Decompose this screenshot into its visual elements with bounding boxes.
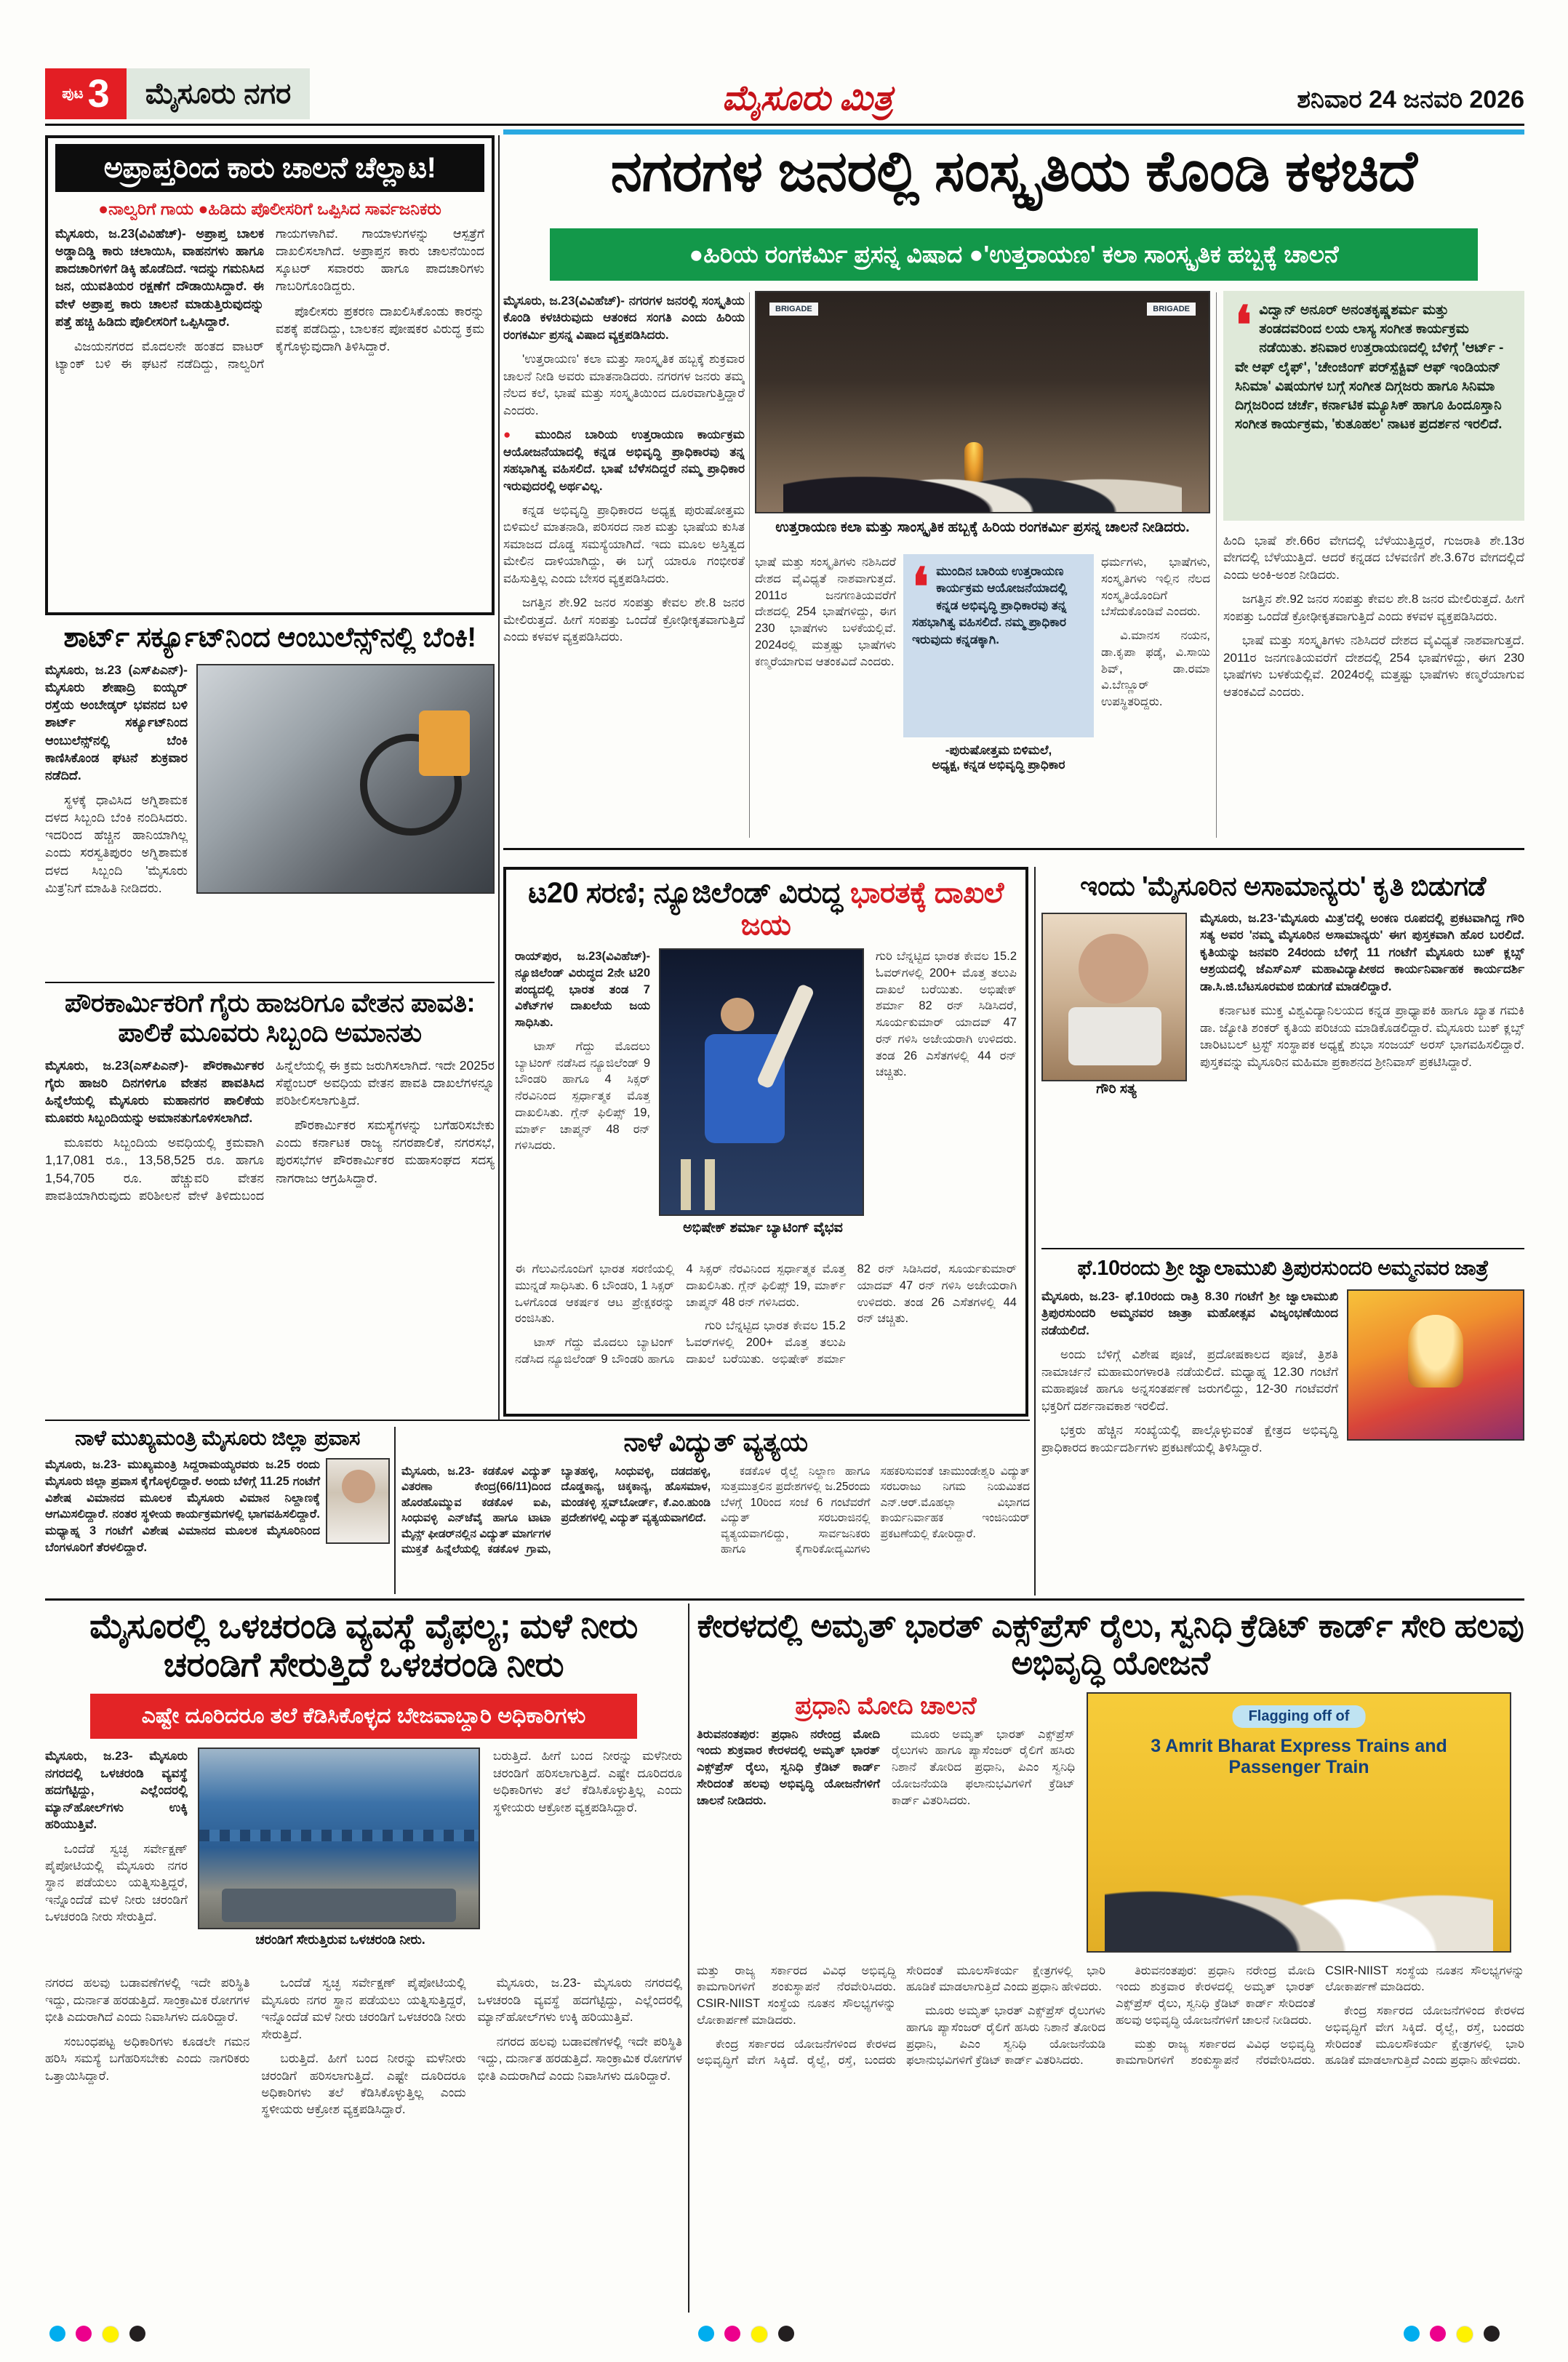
cricket-p2: ಟಾಸ್ ಗೆದ್ದು ಮೊದಲು ಬ್ಯಾಟಿಂಗ್ ನಡೆಸಿದ ನ್ಯೂಜಿಲೆಂಡ್ 9 ಬೌಂಡರಿ ಹಾಗೂ 4 ಸಿಕ್ಸರ್ ನೆರವಿನಿಂದ ಸ್ಪರ್ಧಾತ್ಮಕ ಮೊತ್ತ ದಾಖಲಿಸಿತು. ಗ್ಲೆನ್ ಫಿಲಿಪ್ಸ್ 19, ಮಾರ್ಕ್ ಚಾಪ್ಮನ್ 48 ರನ್ ಗಳಿಸಿದರು.: [515, 1039, 650, 1153]
book-headline: ಇಂದು 'ಮೈಸೂರಿನ ಅಸಾಮಾನ್ಯರು' ಕೃತಿ ಬಿಡುಗಡೆ: [1080, 871, 1486, 901]
cricket-p4: ಈ ಗೆಲುವಿನೊಂದಿಗೆ ಭಾರತ ಸರಣಿಯಲ್ಲಿ ಮುನ್ನಡೆ ಸಾಧಿಸಿತು. 6 ಬೌಂಡರಿ, 1 ಸಿಕ್ಸರ್ ಒಳಗೊಂಡ ಆಕರ್ಷಕ ಆಟ ಪ್ರೇಕ್ಷಕರನ್ನು ರಂಜಿಸಿತು.: [515, 1262, 675, 1326]
red-bullet-icon: ●: [503, 428, 521, 442]
drainage-kicker: ಎಷ್ಟೇ ದೂರಿದರೂ ತಲೆ ಕೆಡಿಸಿಕೊಳ್ಳದ ಬೇಜವಾಬ್ದಾರಿ ಅಧಿಕಾರಿಗಳು: [141, 1704, 586, 1729]
jatra-p3: ಭಕ್ತರು ಹೆಚ್ಚಿನ ಸಂಖ್ಯೆಯಲ್ಲಿ ಪಾಲ್ಗೊಳ್ಳುವಂತೆ ಕ್ಷೇತ್ರದ ಅಭಿವೃದ್ಧಿ ಪ್ರಾಧಿಕಾರದ ಕಾರ್ಯದರ್ಶಿಗಳು ಪ್ರಕಟಣೆಯಲ್ಲಿ ತಿಳಿಸಿದ್ದಾರೆ.: [1041, 1423, 1338, 1454]
drainage-p4: ನಗರದ ಹಲವು ಬಡಾವಣೆಗಳಲ್ಲಿ ಇದೇ ಪರಿಸ್ಥಿತಿ ಇದ್ದು, ದುರ್ನಾತ ಹರಡುತ್ತಿದೆ. ಸಾಂಕ್ರಾಮಿಕ ರೋಗಗಳ ಭೀತಿ ಎದುರಾಗಿದೆ ಎಂದು ನಿವಾಸಿಗಳು ದೂರಿದ್ದಾರೆ.: [45, 1976, 250, 2025]
article-wages: [45, 988, 495, 1415]
cricket-photo-block: [659, 948, 867, 1254]
drain-fence: [199, 1830, 479, 1841]
left-column-divider: [498, 135, 500, 1420]
cricket-photo: [659, 948, 864, 1216]
quote-icon: ❛: [912, 559, 929, 617]
right-column-divider: [1034, 867, 1036, 1596]
cm-photo: [326, 1458, 390, 1544]
page-number-badge: [45, 68, 127, 119]
masthead: [604, 79, 1011, 119]
bottom-band-divider: [688, 1604, 689, 2313]
flag-off-banner-top: Flagging off of: [1233, 1705, 1366, 1728]
power-headline: ನಾಳೆ ವಿದ್ಯುತ್ ವ್ಯತ್ಯಯ: [623, 1427, 808, 1457]
drainage-p2a: ಒಂದೆಡೆ ಸ್ವಚ್ಛ ಸರ್ವೇಕ್ಷಣ್ ಪೈಪೋಟಿಯಲ್ಲಿ ಮೈಸೂರು ನಗರ ಸ್ಥಾನ ಪಡೆಯಲು ಯತ್ನಿಸುತ್ತಿದ್ದರೆ, ಇನ್ನೊಂದೆಡೆ ಮಳೆ ನೀರು ಚರಂಡಿಗೆ ಒಳಚರಂಡಿ ನೀರು ಸೇರುತ್ತಿದೆ.: [45, 1841, 188, 1924]
main-headline: ನಗರಗಳ ಜನರಲ್ಲಿ ಸಂಸ್ಕೃತಿಯ ಕೊಂಡಿ ಕಳಚಿದೆ: [610, 139, 1417, 203]
drainage-p4b: ನಗರದ ಹಲವು ಬಡಾವಣೆಗಳಲ್ಲಿ ಇದೇ ಪರಿಸ್ಥಿತಿ ಇದ್ದು, ದುರ್ನಾತ ಹರಡುತ್ತಿದೆ. ಸಾಂಕ್ರಾಮಿಕ ರೋಗಗಳ ಭೀತಿ ಎದುರಾಗಿದೆ ಎಂದು ನಿವಾಸಿಗಳು ದೂರಿದ್ದಾರೆ.: [477, 2034, 682, 2083]
magenta-dot: [76, 2326, 92, 2342]
black-dot: [129, 2326, 145, 2342]
drainage-col-right: [493, 1748, 682, 1966]
kerala-left-block: [697, 1692, 1075, 1953]
stump-icon-2: [705, 1159, 715, 1210]
attribution-role: ಅಧ್ಯಕ್ಷ, ಕನ್ನಡ ಅಭಿವೃದ್ಧಿ ಪ್ರಾಧಿಕಾರ: [932, 758, 1065, 772]
cricket-p1: ರಾಯ್‌ಪುರ, ಜ.23(ವಿವಿಹೆಚ್)- ನ್ಯೂಜಿಲೆಂಡ್ ವಿರುದ್ಧದ 2ನೇ ಟಿ20 ಪಂದ್ಯದಲ್ಲಿ ಭಾರತ ತಂಡ 7 ವಿಕೆಟ್‌ಗಳ ದಾಖಲೆಯ ಜಯ ಸಾಧಿಸಿತು.: [515, 950, 650, 1030]
book-p2: ಕರ್ನಾಟಕ ಮುಕ್ತ ವಿಶ್ವವಿದ್ಯಾನಿಲಯದ ಕನ್ನಡ ಪ್ರಾಧ್ಯಾಪಕಿ ಹಾಗೂ ಖ್ಯಾತ ಗಮಕಿ ಡಾ. ಜ್ಯೋತಿ ಶಂಕರ್ ಕೃತಿಯ ಪರಿಚಯ ಮಾಡಿಕೊಡಲಿದ್ದಾರೆ. ಮೈಸೂರು ಬುಕ್ ಕ್ಲಬ್ಸ್ ಚಾರಿಟಬಲ್ ಟ್ರಸ್ಟ್ ಸಂಸ್ಥಾಪಕ ಅಧ್ಯಕ್ಷೆ ಶುಭಾ ಸಂಜಯ್ ಅರಸ್ ಭಾಗವಹಿಸಲಿದ್ದಾರೆ. ಪುಸ್ತಕವನ್ನು ಮೈಸೂರಿನ ಮಹಿಮಾ ಪ್ರಕಾಶನದ ಶ್ರೀನಿವಾಸ್ ಪ್ರಕಟಿಸಿದ್ದಾರೆ.: [1200, 1004, 1524, 1069]
wages-p1: ಮೈಸೂರು, ಜ.23(ಎಸ್‌ಪಿಎನ್)- ಪೌರಕಾರ್ಮಿಕರ ಗೈರು ಹಾಜರಿ ದಿನಗಳಿಗೂ ವೇತನ ಪಾವತಿಸಿದ ಹಿನ್ನೆಲೆಯಲ್ಲಿ ಮೈಸೂರು ಮಹಾನಗರ ಪಾಲಿಕೆಯ ಮೂವರು ಸಿಬ್ಬಂದಿಯನ್ನು ಅಮಾನತುಗೊಳಿಸಲಾಗಿದೆ.: [45, 1057, 264, 1126]
wages-p2: ಮೂವರು ಸಿಬ್ಬಂದಿಯ ಅವಧಿಯಲ್ಲಿ ಕ್ರಮವಾಗಿ 1,17,081 ರೂ., 13,58,525 ರೂ. ಹಾಗೂ 1,54,705 ರೂ. ಹೆಚ್ಚುವರಿ ವೇತನ ಪಾವತಿಯಾಗಿರುವುದು ಪರಿಶೀಲನೆ ವೇಳೆ ತಿಳಿದುಬಂದ ಹಿನ್ನೆಲೆಯಲ್ಲಿ ಈ ಕ್ರಮ ಜರುಗಿಸಲಾಗಿದೆ. ಇದೇ 2025ರ ಸೆಪ್ಟೆಂಬರ್ ಅವಧಿಯ ವೇತನ ಪಾವತಿ ದಾಖಲೆಗಳನ್ನೂ ಪರಿಶೀಲಿಸಲಾಗುತ್ತಿದೆ.: [45, 1057, 495, 1203]
cyan-dot: [49, 2326, 65, 2342]
quote-attribution: [903, 743, 1094, 772]
cricket-caption: ಅಭಿಷೇಕ್ ಶರ್ಮಾ ಬ್ಯಾಟಿಂಗ್ ವೈಭವ: [683, 1220, 843, 1236]
cricket-bottom-cols: [515, 1261, 1017, 1420]
magenta-dot: [724, 2326, 740, 2342]
pull-quote-green: [1223, 291, 1524, 521]
ambulance-p2: ಸ್ಥಳಕ್ಕೆ ಧಾವಿಸಿದ ಅಗ್ನಿಶಾಮಕ ದಳದ ಸಿಬ್ಬಂದಿ ಬೆಂಕಿ ನಂದಿಸಿದರು. ಇದರಿಂದ ಹೆಚ್ಚಿನ ಹಾನಿಯಾಗಿಲ್ಲ ಎಂದು ಸರಸ್ವತಿಪುರಂ ಅಗ್ನಿಶಾಮಕ ದಳದ ಸಿಬ್ಬಂದಿ 'ಮೈಸೂರು ಮಿತ್ರ'ನಿಗೆ ಮಾಹಿತಿ ನೀಡಿದರು.: [45, 792, 188, 895]
ambulance-photo: [196, 664, 495, 894]
black-dot: [778, 2326, 794, 2342]
magenta-dot: [1430, 2326, 1446, 2342]
event-photo-banner-right: BRIGADE: [1147, 303, 1196, 316]
drainage-p3: ಬರುತ್ತಿದೆ. ಹೀಗೆ ಬಂದ ನೀರನ್ನು ಮಳೆನೀರು ಚರಂಡಿಗೆ ಹರಿಸಲಾಗುತ್ತಿದೆ. ಎಷ್ಟೇ ದೂರಿದರೂ ಅಧಿಕಾರಿಗಳು ತಲೆ ಕೆಡಿಸಿಕೊಳ್ಳುತ್ತಿಲ್ಲ ಎಂದು ಸ್ಥಳೀಯರು ಆಕ್ರೋಶ ವ್ಯಕ್ತಪಡಿಸಿದ್ದಾರೆ.: [493, 1749, 682, 1814]
kerala-p1b: ತಿರುವನಂತಪುರ: ಪ್ರಧಾನಿ ನರೇಂದ್ರ ಮೋದಿ ಇಂದು ಶುಕ್ರವಾರ ಕೇರಳದಲ್ಲಿ ಅಮೃತ್ ಭಾರತ್ ಎಕ್ಸ್‌ಪ್ರೆಸ್ ರೈಲು, ಸ್ವನಿಧಿ ಕ್ರೆಡಿಟ್ ಕಾರ್ಡ್ ಸೇರಿದಂತೆ ಹಲವು ಅಭಿವೃದ್ಧಿ ಯೋಜನೆಗಳಿಗೆ ಚಾಲನೆ ನೀಡಿದರು.: [1116, 1963, 1315, 2027]
main-right-col: [1223, 532, 1524, 838]
cm-p1: ಮೈಸೂರು, ಜ.23- ಮುಖ್ಯಮಂತ್ರಿ ಸಿದ್ದರಾಮಯ್ಯರವರು ಜ.25 ರಂದು ಮೈಸೂರು ಜಿಲ್ಲಾ ಪ್ರವಾಸ ಕೈಗೊಳ್ಳಲಿದ್ದಾರೆ. ಅಂದು ಬೆಳಿಗ್ಗೆ 11.25 ಗಂಟೆಗೆ ವಿಶೇಷ ವಿಮಾನದ ಮೂಲಕ ಮೈಸೂರು ವಿಮಾನ ನಿಲ್ದಾಣಕ್ಕೆ ಆಗಮಿಸಲಿದ್ದಾರೆ. ನಂತರ ಸ್ಥಳೀಯ ಕಾರ್ಯಕ್ರಮಗಳಲ್ಲಿ ಭಾಗವಹಿಸಲಿದ್ದಾರೆ. ಮಧ್ಯಾಹ್ನ 3 ಗಂಟೆಗೆ ವಿಶೇಷ ವಿಮಾನದ ಮೂಲಕ ಮೈಸೂರಿನಿಂದ ಬೆಂಗಳೂರಿಗೆ ತೆರಳಲಿದ್ದಾರೆ.: [45, 1458, 320, 1554]
registration-marks-left: [49, 2326, 145, 2343]
cm-face: [342, 1470, 375, 1503]
masthead-title: ಮೈಸೂರು ಮಿತ್ರ: [721, 79, 893, 118]
attribution-name: -ಪುರುಷೋತ್ತಮ ಬಿಳಿಮಲೆ,: [945, 743, 1052, 757]
power-p1: ಮೈಸೂರು, ಜ.23- ಕಡಕೊಳ ವಿದ್ಯುತ್ ವಿತರಣಾ ಕೇಂದ್ರ(66/11)ದಿಂದ ಹೊರಹೊಮ್ಮುವ ಕಡಕೊಳ ಐಪಿ, ಸಿಂಧುವಳ್ಳಿ ಎನ್‌ಜೆವೈ ಹಾಗೂ ಟಾಟಾ ಮೈನ್ಸ್ ಫೀಡರ್‌ನಲ್ಲಿನ ವಿದ್ಯುತ್ ಮಾರ್ಗಗಳ ಮುಕ್ತತೆ ಹಿನ್ನೆಲೆಯಲ್ಲಿ ಕಡಕೊಳ ಗ್ರಾಮ, ಬ್ಯಾತಹಳ್ಳಿ, ಸಿಂಧುವಳ್ಳಿ, ದಡದಹಳ್ಳಿ, ದೊಡ್ಡಕಾನ್ಯ, ಚಿಕ್ಕಕಾನ್ಯ, ಹೊಸಮಾಳ, ಮಂಡಕಳ್ಳಿ ಸ್ಲವ್‌ಬೋರ್ಡ್, ಕೆ.ಎಂ.ಹುಂಡಿ ಪ್ರದೇಶಗಳಲ್ಲಿ ವಿದ್ಯುತ್ ವ್ಯತ್ಯಯವಾಗಲಿದೆ.: [401, 1465, 711, 1556]
main-kicker-bar: [550, 228, 1478, 281]
main-kicker: ●ಹಿರಿಯ ರಂಗಕರ್ಮಿ ಪ್ರಸನ್ನ ವಿಷಾದ ●'ಉತ್ತರಾಯಣ' ಕಲಾ ಸಾಂಸ್ಕೃತಿಕ ಹಬ್ಬಕ್ಕೆ ಚಾಲನೆ: [689, 240, 1339, 268]
cyan-top-rule: [503, 129, 1524, 135]
black-dot: [1484, 2326, 1500, 2342]
kerala-bottom-cols: [697, 1963, 1524, 2305]
main-p8: ಧರ್ಮಗಳು, ಭಾಷೆಗಳು, ಸಂಸ್ಕೃತಿಗಳು ಇಲ್ಲಿನ ನೆಲದ ಸಂಸ್ಕೃತಿಯೊಂದಿಗೆ ಬೆಸೆದುಕೊಂಡಿವೆ ಎಂದರು.: [1101, 556, 1210, 619]
batsman-face: [721, 998, 754, 1031]
stump-icon: [681, 1159, 691, 1210]
author-photo-label: ಗೌರಿ ಸತ್ಯ: [1096, 1081, 1137, 1097]
kerala-p4b: ಕೇಂದ್ರ ಸರ್ಕಾರದ ಯೋಜನೆಗಳಿಂದ ಕೇರಳದ ಅಭಿವೃದ್ಧಿಗೆ ವೇಗ ಸಿಕ್ಕಿದೆ. ರೈಲ್ವೆ, ರಸ್ತೆ, ಬಂದರು ಸೇರಿದಂತೆ ಮೂಲಸೌಕರ್ಯ ಕ್ಷೇತ್ರಗಳಲ್ಲಿ ಭಾರಿ ಹೂಡಿಕೆ ಮಾಡಲಾಗುತ್ತಿದೆ ಎಂದು ಪ್ರಧಾನಿ ಹೇಳಿದರು.: [1325, 2004, 1524, 2067]
article-power: [401, 1427, 1030, 1596]
main-p3-bullet: ಮುಂದಿನ ಬಾರಿಯ ಉತ್ತರಾಯಣ ಕಾರ್ಯಕ್ರಮ ಆಯೋಜನೆಯಾದಲ್ಲಿ ಕನ್ನಡ ಅಭಿವೃದ್ಧಿ ಪ್ರಾಧಿಕಾರವು ತನ್ನ ಸಹಭಾಗಿತ್ವ ವಹಿಸಲಿದೆ. ಭಾಷೆ ಬೆಳೆಸದಿದ್ದರೆ ನಮ್ಮ ಪ್ರಾಧಿಕಾರ ಇರುವುದರಲ್ಲಿ ಅರ್ಥವಿಲ್ಲ.: [503, 428, 745, 493]
fireman-helmet-icon: [419, 710, 470, 776]
kerala-headline: ಕೇರಳದಲ್ಲಿ ಅಮೃತ್ ಭಾರತ್ ಎಕ್ಸ್‌ಪ್ರೆಸ್ ರೈಲು, ಸ್ವನಿಧಿ ಕ್ರೆಡಿಟ್ ಕಾರ್ಡ್ ಸೇರಿ ಹಲವು ಅಭಿವೃದ್ಧಿ ಯೋಜನೆ: [697, 1607, 1524, 1682]
cricket-p3: ಗುರಿ ಬೆನ್ನಟ್ಟಿದ ಭಾರತ ಕೇವಲ 15.2 ಓವರ್‌ಗಳಲ್ಲಿ 200+ ಮೊತ್ತ ತಲುಪಿ ದಾಖಲೆ ಬರೆಯಿತು. ಅಭಿಷೇಕ್ ಶರ್ಮಾ 82 ರನ್ ಸಿಡಿಸಿದರೆ, ಸೂರ್ಯಕುಮಾರ್ ಯಾದವ್ 47 ರನ್ ಗಳಿಸಿ ಅಜೇಯರಾಗಿ ಉಳಿದರು. ತಂಡ 26 ಎಸೆತಗಳಲ್ಲಿ 44 ರನ್ ಚಚ್ಚಿತು.: [876, 950, 1017, 1079]
main-col1: [503, 292, 745, 839]
kerala-p4: ಕೇಂದ್ರ ಸರ್ಕಾರದ ಯೋಜನೆಗಳಿಂದ ಕೇರಳದ ಅಭಿವೃದ್ಧಿಗೆ ವೇಗ ಸಿಕ್ಕಿದೆ. ರೈಲ್ವೆ, ರಸ್ತೆ, ಬಂದರು ಸೇರಿದಂತೆ ಮೂಲಸೌಕರ್ಯ ಕ್ಷೇತ್ರಗಳಲ್ಲಿ ಭಾರಿ ಹೂಡಿಕೆ ಮಾಡಲಾಗುತ್ತಿದೆ ಎಂದು ಪ್ರಧಾನಿ ಹೇಳಿದರು.: [697, 1963, 1105, 2067]
article-book: [1041, 867, 1524, 1245]
drain-photo: [198, 1748, 480, 1929]
rule-above-cm-band: [45, 1420, 1030, 1421]
main-bottom-rule: [503, 848, 1524, 850]
section-title: ಮೈಸೂರು ನಗರ: [145, 77, 292, 110]
wages-headline: ಪೌರಕಾರ್ಮಿಕರಿಗೆ ಗೈರು ಹಾಜರಿಗೂ ವೇತನ ಪಾವತಿ: ಪಾಲಿಕೆ ಮೂವರು ಸಿಬ್ಬಂದಿ ಅಮಾನತು: [64, 988, 476, 1048]
yellow-dot: [1456, 2326, 1473, 2343]
rule-under-ambulance: [45, 982, 495, 983]
main-p7b: ಭಾಷೆ ಮತ್ತು ಸಂಸ್ಕೃತಿಗಳು ನಶಿಸಿದರೆ ದೇಶದ ವೈವಿಧ್ಯತೆ ನಾಶವಾಗುತ್ತದೆ. 2011ರ ಜನಗಣತಿಯವರೆಗೆ ದೇಶದಲ್ಲಿ 254 ಭಾಷೆಗಳಿದ್ದು, ಈಗ 230 ಭಾಷೆಗಳು ಬಳಕೆಯಲ್ಲಿವೆ. 2024ರಲ್ಲಿ ಮತ್ತಷ್ಟು ಭಾಷೆಗಳು ಕಣ್ಮರೆಯಾಗುವ ಆತಂಕವಿದೆ ಎಂದರು.: [1223, 633, 1524, 699]
main-subcol-a: [755, 554, 896, 838]
drainage-p1: ಮೈಸೂರು, ಜ.23- ಮೈಸೂರು ನಗರದಲ್ಲಿ ಒಳಚರಂಡಿ ವ್ಯವಸ್ಥೆ ಹದಗೆಟ್ಟಿದ್ದು, ಎಲ್ಲೆಂದರಲ್ಲಿ ಮ್ಯಾನ್‌ಹೋಲ್‌ಗಳು ಉಕ್ಕಿ ಹರಿಯುತ್ತಿವೆ.: [45, 1749, 188, 1832]
main-subcol-b: [1101, 554, 1210, 838]
event-photo: [755, 291, 1210, 513]
article-ambulance: [45, 622, 495, 980]
article-jatra: [1041, 1254, 1524, 1596]
jatra-headline: ಫೆ.10ರಂದು ಶ್ರೀ ಜ್ವಾಲಾಮುಖಿ ತ್ರ‍ಿಪುರಸುಂದರಿ ಅಮ್ಮನವರ ಜಾತ್ರೆ: [1077, 1257, 1489, 1280]
drain-channel: [222, 1889, 457, 1922]
book-p1: ಮೈಸೂರು, ಜ.23-'ಮೈಸೂರು ಮಿತ್ರ'ದಲ್ಲಿ ಅಂಕಣ ರೂಪದಲ್ಲಿ ಪ್ರಕಟವಾಗಿದ್ದ ಗೌರಿ ಸತ್ಯ ಅವರ 'ನಮ್ಮ ಮೈಸೂರಿನ ಅಸಾಮಾನ್ಯರು' ಈಗ ಪುಸ್ತಕವಾಗಿ ಹೊರ ಬರಲಿದೆ. ಕೃತಿಯನ್ನು ಜನವರಿ 24ರಂದು ಬೆಳಿಗ್ಗೆ 11 ಗಂಟೆಗೆ ಮೈಸೂರು ಬುಕ್ ಕ್ಲಬ್ಸ್ ಆಶ್ರಯದಲ್ಲಿ ಜೆಎಸ್‌ಎಸ್ ಮಹಾವಿದ್ಯಾಪೀಠದ ಕಾರ್ಯನಿರ್ವಾಹಕ ಕಾರ್ಯದರ್ಶಿ ಡಾ.ಸಿ.ಜಿ.ಬೆಟಸೂರಮಠ ಬಿಡುಗಡೆ ಮಾಡಲಿದ್ದಾರೆ.: [1200, 911, 1524, 993]
drainage-kicker-bar: [90, 1694, 637, 1739]
cyan-dot: [698, 2326, 714, 2342]
drainage-col-left: [45, 1748, 188, 1966]
cricket-p2b: ಟಾಸ್ ಗೆದ್ದು ಮೊದಲು ಬ್ಯಾಟಿಂಗ್ ನಡೆಸಿದ ನ್ಯೂಜಿಲೆಂಡ್ 9 ಬೌಂಡರಿ ಹಾಗೂ 4 ಸಿಕ್ಸರ್ ನೆರವಿನಿಂದ ಸ್ಪರ್ಧಾತ್ಮಕ ಮೊತ್ತ ದಾಖಲಿಸಿತು. ಗ್ಲೆನ್ ಫಿಲಿಪ್ಸ್ 19, ಮಾರ್ಕ್ ಚಾಪ್ಮನ್ 48 ರನ್ ಗಳಿಸಿದರು.: [515, 1262, 846, 1366]
cm-headline: ನಾಳೆ ಮುಖ್ಯಮಂತ್ರಿ ಮೈಸೂರು ಜಿಲ್ಲಾ ಪ್ರವಾಸ: [75, 1427, 360, 1450]
cricket-col-right: [876, 948, 1017, 1254]
green-quote-text: ವಿದ್ವಾನ್ ಅನೂರ್ ಅನಂತಕೃಷ್ಣಶರ್ಮ ಮತ್ತು ತಂಡದವರಿಂದ ಲಯ ಲಾಸ್ಯ ಸಂಗೀತ ಕಾರ್ಯಕ್ರಮ ನಡೆಯಿತು. ಶನಿವಾರ ಉತ್ತರಾಯಣದಲ್ಲಿ ಬೆಳಿಗ್ಗೆ 'ಆರ್ಟ್ - ವೇ ಆಫ್ ಲೈಫ್', 'ಚೇಂಜಿಂಗ್ ಪರ್‌ಸ್ಪೆಕ್ಟಿವ್ ಆಫ್ ಇಂಡಿಯನ್ ಸಿನಿಮಾ' ವಿಷಯಗಳ ಬಗ್ಗೆ ಸಂಗೀತ ದಿಗ್ಗಜರು ಹಾಗೂ ಸಿನಿಮಾ ದಿಗ್ಗಜರಿಂದ ಚರ್ಚೆ, ಕರ್ನಾಟಿಕ ಮ್ಯೂಸಿಕ್ ಹಾಗೂ ಹಿಂದೂಸ್ತಾನಿ ಸಂಗೀತ ಕಾರ್ಯಕ್ರಮ, 'ಕುತೂಹಲ' ನಾಟಕ ಪ್ರದರ್ಶನ ಇರಲಿದೆ.: [1235, 303, 1504, 433]
drainage-p1b: ಮೈಸೂರು, ಜ.23- ಮೈಸೂರು ನಗರದಲ್ಲಿ ಒಳಚರಂಡಿ ವ್ಯವಸ್ಥೆ ಹದಗೆಟ್ಟಿದ್ದು, ಎಲ್ಲೆಂದರಲ್ಲಿ ಮ್ಯಾನ್‌ಹೋಲ್‌ಗಳು ಉಕ್ಕಿ ಹರಿಯುತ್ತಿವೆ.: [477, 1976, 682, 2025]
deity-idol: [1408, 1315, 1463, 1388]
deity-photo: [1347, 1289, 1524, 1441]
article-cricket: [503, 867, 1028, 1417]
drainage-headline: ಮೈಸೂರಲ್ಲಿ ಒಳಚರಂಡಿ ವ್ಯವಸ್ಥೆ ವೈಫಲ್ಯ; ಮಳೆ ನೀರು ಚರಂಡಿಗೆ ಸೇರುತ್ತಿದೆ ಒಳಚರಂಡಿ ನೀರು: [89, 1607, 638, 1684]
drainage-p5: ಸಂಬಂಧಪಟ್ಟ ಅಧಿಕಾರಿಗಳು ಕೂಡಲೇ ಗಮನ ಹರಿಸಿ ಸಮಸ್ಯೆ ಬಗೆಹರಿಸಬೇಕು ಎಂದು ನಾಗರಿಕರು ಒತ್ತಾಯಿಸಿದ್ದಾರೆ.: [45, 2034, 250, 2083]
car-p3: ಪೊಲೀಸರು ಪ್ರಕರಣ ದಾಖಲಿಸಿಕೊಂಡು ಕಾರನ್ನು ವಶಕ್ಕೆ ಪಡೆದಿದ್ದು, ಬಾಲಕನ ಪೋಷಕರ ವಿರುದ್ಧ ಕ್ರಮ ಕೈಗೊಳ್ಳುವುದಾಗಿ ತಿಳಿಸಿದ್ದಾರೆ.: [276, 303, 484, 353]
flag-off-photo: [1087, 1692, 1511, 1953]
section-badge: [127, 68, 310, 119]
article-kerala: [697, 1607, 1524, 2313]
kerala-p3: ಮತ್ತು ರಾಜ್ಯ ಸರ್ಕಾರದ ವಿವಿಧ ಅಭಿವೃದ್ಧಿ ಕಾಮಗಾರಿಗಳಿಗೆ ಶಂಕುಸ್ಥಾಪನೆ ನೆರವೇರಿಸಿದರು. CSIR-NIIST ಸಂಸ್ಥೆಯ ನೂತನ ಸೌಲಭ್ಯಗಳನ್ನು ಲೋಕಾರ್ಪಣೆ ಮಾಡಿದರು.: [697, 1963, 896, 2027]
cricket-headline-red: ಭಾರತಕ್ಕೆ ದಾಖಲೆ ಜಯ: [740, 877, 1004, 941]
author-shirt: [1068, 1007, 1161, 1065]
main-col-divider-2: [1216, 292, 1217, 838]
car-kicker: ●ನಾಲ್ವರಿಗೆ ಗಾಯ ●ಹಿಡಿದು ಪೊಲೀಸರಿಗೆ ಒಪ್ಪಿಸಿದ ಸಾರ್ವಜನಿಕರು: [98, 199, 441, 218]
car-p1: ಮೈಸೂರು, ಜ.23(ವಿವಿಹೆಚ್)- ಅಪ್ರಾಪ್ತ ಬಾಲಕ ಅಡ್ಡಾದಿಡ್ಡಿ ಕಾರು ಚಲಾಯಿಸಿ, ವಾಹನಗಳು ಹಾಗೂ ಪಾದಚಾರಿಗಳಿಗೆ ಡಿಕ್ಕಿ ಹೊಡೆದಿದೆ. ಇದನ್ನು ಗಮನಿಸಿದ ಜನ, ಯುವತಿಯರ ರಕ್ಷಣೆಗೆ ದೌಡಾಯಿಸಿದ್ದಾರೆ. ಈ ವೇಳೆ ಅಪ್ರಾಪ್ತ ಕಾರು ಚಾಲನೆ ಮಾಡುತ್ತಿರುವುದನ್ನು ಪತ್ತೆ ಹಚ್ಚಿ ಹಿಡಿದು ಪೊಲೀಸರಿಗೆ ಒಪ್ಪಿಸಿದ್ದಾರೆ.: [55, 226, 264, 329]
quote-icon-green: ❛: [1235, 297, 1252, 355]
header-rule: [45, 124, 1524, 126]
main-p4: ಕನ್ನಡ ಅಭಿವೃದ್ಧಿ ಪ್ರಾಧಿಕಾರದ ಅಧ್ಯಕ್ಷ ಪುರುಷೋತ್ತಮ ಬಿಳಿಮಲೆ ಮಾತನಾಡಿ, ಪರಿಸರದ ನಾಶ ಮತ್ತು ಭಾಷೆಯ ಕುಸಿತ ಸಮಾಜದ ದೊಡ್ಡ ಸಮಸ್ಯೆಯಾಗಿದೆ. ಇದು ಮೂಲ ಅಸ್ತಿತ್ವದ ಮೇಲಿನ ದಾಳಿಯಾಗಿದ್ದು, ಈ ಬಗ್ಗೆ ಯಾರೂ ಗಂಭೀರತೆ ವಹಿಸುತ್ತಿಲ್ಲ ಎಂದು ಬೇಸರ ವ್ಯಕ್ತಪಡಿಸಿದರು.: [503, 503, 745, 585]
drainage-bottom-cols: [45, 1974, 682, 2313]
date-block: [1193, 86, 1524, 114]
jatra-p1: ಮೈಸೂರು, ಜ.23- ಫೆ.10ರಂದು ರಾತ್ರಿ 8.30 ಗಂಟೆಗೆ ಶ್ರೀ ಜ್ವಾಲಾಮುಖಿ ತ್ರಿಪುರಸುಂದರಿ ಅಮ್ಮನವರ ಜಾತ್ರಾ ಮಹೋತ್ಸವ ವಿಜೃಂಭಣೆಯಿಂದ ನಡೆಯಲಿದೆ.: [1041, 1289, 1338, 1337]
main-p9: ವಿ.ಮಾನಸ ನಯನ, ಡಾ.ಕೃಪಾ ಫಡ್ಕೆ, ವಿ.ಸಾಯಿ ಶಿವ್, ಡಾ.ರಮಾ ವಿ.ಬೆಣ್ಣೂರ್ ಉಪಸ್ಥಿತರಿದ್ದರು.: [1101, 629, 1210, 709]
modi-dignitaries-silhouettes: [1105, 1813, 1493, 1951]
cm-power-divider: [394, 1427, 396, 1594]
drain-photo-caption: ಚರಂಡಿಗೆ ಸೇರುತ್ತಿರುವ ಒಳಚರಂಡಿ ನೀರು.: [255, 1932, 425, 1947]
main-p5: ಜಗತ್ತಿನ ಶೇ.92 ಜನರ ಸಂಪತ್ತು ಕೇವಲ ಶೇ.8 ಜನರ ಮೇಲಿರುತ್ತದೆ. ಹೀಗೆ ಸಂಪತ್ತು ಒಂದೆಡೆ ಕ್ರೋಢೀಕೃತವಾಗುತ್ತಿದೆ ಎಂದು ಕಳವಳ ವ್ಯಕ್ತಪಡಿಸಿದರು.: [503, 596, 745, 644]
power-p2: ಕಡಕೊಳ ರೈಲ್ವೆ ನಿಲ್ದಾಣ ಹಾಗೂ ಸುತ್ತಮುತ್ತಲಿನ ಪ್ರದೇಶಗಳಲ್ಲಿ ಜ.25ರಂದು ಬೆಳಗ್ಗೆ 10ರಿಂದ ಸಂಜೆ 6 ಗಂಟೆವರೆಗೆ ವಿದ್ಯುತ್ ಸರಬರಾಜಿನಲ್ಲಿ ವ್ಯತ್ಯಯವಾಗಲಿದ್ದು, ಸಾರ್ವಜನಿಕರು ಹಾಗೂ ಕೈಗಾರಿಕೋದ್ಯಮಿಗಳು ಸಹಕರಿಸುವಂತೆ ಚಾಮುಂಡೇಶ್ವರಿ ವಿದ್ಯುತ್ ಸರಬರಾಜು ನಿಗಮ ನಿಯಮಿತದ ಎನ್.ಆರ್.ಮೊಹಲ್ಲಾ ವಿಭಾಗದ ಕಾರ್ಯನಿರ್ವಾಹಕ ಇಂಜಿನಿಯರ್ ಪ್ರಕಟಣೆಯಲ್ಲಿ ಕೋರಿದ್ದಾರೆ.: [721, 1465, 1030, 1556]
main-p5b: ಜಗತ್ತಿನ ಶೇ.92 ಜನರ ಸಂಪತ್ತು ಕೇವಲ ಶೇ.8 ಜನರ ಮೇಲಿರುತ್ತದೆ. ಹೀಗೆ ಸಂಪತ್ತು ಒಂದೆಡೆ ಕ್ರೋಢೀಕೃತವಾಗುತ್ತಿದೆ ಎಂದು ಕಳವಳ ವ್ಯಕ್ತಪಡಿಸಿದರು.: [1223, 592, 1524, 623]
main-p7: ಭಾಷೆ ಮತ್ತು ಸಂಸ್ಕೃತಿಗಳು ನಶಿಸಿದರೆ ದೇಶದ ವೈವಿಧ್ಯತೆ ನಾಶವಾಗುತ್ತದೆ. 2011ರ ಜನಗಣತಿಯವರೆಗೆ ದೇಶದಲ್ಲಿ 254 ಭಾಷೆಗಳಿದ್ದು, ಈಗ 230 ಭಾಷೆಗಳು ಬಳಕೆಯಲ್ಲಿವೆ. 2024ರಲ್ಲಿ ಮತ್ತಷ್ಟು ಭಾಷೆಗಳು ಕಣ್ಮರೆಯಾಗುವ ಆತಂಕವಿದೆ ಎಂದರು.: [755, 556, 896, 668]
author-face: [1079, 934, 1148, 1004]
drainage-p3b: ಬರುತ್ತಿದೆ. ಹೀಗೆ ಬಂದ ನೀರನ್ನು ಮಳೆನೀರು ಚರಂಡಿಗೆ ಹರಿಸಲಾಗುತ್ತಿದೆ. ಎಷ್ಟೇ ದೂರಿದರೂ ಅಧಿಕಾರಿಗಳು ತಲೆ ಕೆಡಿಸಿಕೊಳ್ಳುತ್ತಿಲ್ಲ ಎಂದು ಸ್ಥಳೀಯರು ಆಕ್ರೋಶ ವ್ಯಕ್ತಪಡಿಸಿದ್ದಾರೆ.: [261, 2051, 466, 2117]
book-photo-block: [1041, 913, 1191, 1097]
car-p2: ವಿಜಯನಗರದ ಮೊದಲನೇ ಹಂತದ ವಾಟರ್ ಟ್ಯಾಂಕ್ ಬಳಿ ಈ ಘಟನೆ ನಡೆದಿದ್ದು, ನಾಲ್ವರಿಗೆ ಗಾಯಗಳಾಗಿವೆ. ಗಾಯಾಳುಗಳನ್ನು ಆಸ್ಪತ್ರೆಗೆ ದಾಖಲಿಸಲಾಗಿದೆ. ಅಪ್ರಾಪ್ತನ ಕಾರು ಚಾಲನೆಯಿಂದ ಸ್ಕೂಟರ್ ಸವಾರರು ಹಾಗೂ ಪಾದಚಾರಿಗಳು ಗಾಬರಿಗೊಂಡಿದ್ದರು.: [55, 226, 484, 371]
main-col-divider-1: [749, 292, 750, 838]
ambulance-headline: ಶಾರ್ಟ್ ಸರ್ಕ್ಯೂಟ್‌ನಿಂದ ಆಂಬುಲೆನ್ಸ್‌ನಲ್ಲಿ ಬೆಂಕಿ!: [63, 622, 476, 653]
kerala-p3b: ಮತ್ತು ರಾಜ್ಯ ಸರ್ಕಾರದ ವಿವಿಧ ಅಭಿವೃದ್ಧಿ ಕಾಮಗಾರಿಗಳಿಗೆ ಶಂಕುಸ್ಥಾಪನೆ ನೆರವೇರಿಸಿದರು. CSIR-NIIST ಸಂಸ್ಥೆಯ ನೂತನ ಸೌಲಭ್ಯಗಳನ್ನು ಲೋಕಾರ್ಪಣೆ ಮಾಡಿದರು.: [1116, 1963, 1524, 2067]
cricket-p3b: ಗುರಿ ಬೆನ್ನಟ್ಟಿದ ಭಾರತ ಕೇವಲ 15.2 ಓವರ್‌ಗಳಲ್ಲಿ 200+ ಮೊತ್ತ ತಲುಪಿ ದಾಖಲೆ ಬರೆಯಿತು. ಅಭಿಷೇಕ್ ಶರ್ಮಾ 82 ರನ್ ಸಿಡಿಸಿದರೆ, ಸೂರ್ಯಕುಮಾರ್ ಯಾದವ್ 47 ರನ್ ಗಳಿಸಿ ಅಜೇಯರಾಗಿ ಉಳಿದರು. ತಂಡ 26 ಎಸೆತಗಳಲ್ಲಿ 44 ರನ್ ಚಚ್ಚಿತು.: [686, 1262, 1017, 1366]
rule-under-book: [1041, 1248, 1524, 1249]
kerala-p2: ಮೂರು ಅಮೃತ್ ಭಾರತ್ ಎಕ್ಸ್‌ಪ್ರೆಸ್ ರೈಲುಗಳು ಹಾಗೂ ಪ್ಯಾಸೆಂಜರ್ ರೈಲಿಗೆ ಹಸಿರು ನಿಶಾನೆ ತೋರಿದ ಪ್ರಧಾನಿ, ಪಿಎಂ ಸ್ವನಿಧಿ ಯೋಜನೆಯಡಿ ಫಲಾನುಭವಿಗಳಿಗೆ ಕ್ರೆಡಿಟ್ ಕಾರ್ಡ್ ವಿತರಿಸಿದರು.: [892, 1727, 1075, 1807]
article-car: [45, 135, 495, 615]
kerala-p2b: ಮೂರು ಅಮೃತ್ ಭಾರತ್ ಎಕ್ಸ್‌ಪ್ರೆಸ್ ರೈಲುಗಳು ಹಾಗೂ ಪ್ಯಾಸೆಂಜರ್ ರೈಲಿಗೆ ಹಸಿರು ನಿಶಾನೆ ತೋರಿದ ಪ್ರಧಾನಿ, ಪಿಎಂ ಸ್ವನಿಧಿ ಯೋಜನೆಯಡಿ ಫಲಾನುಭವಿಗಳಿಗೆ ಕ್ರೆಡಿಟ್ ಕಾರ್ಡ್ ವಿತರಿಸಿದರು.: [906, 2004, 1105, 2067]
main-p1: ಮೈಸೂರು, ಜ.23(ವಿವಿಹೆಚ್)- ನಗರಗಳ ಜನರಲ್ಲಿ ಸಂಸ್ಕೃತಿಯ ಕೊಂಡಿ ಕಳಚಿರುವುದು ಆತಂಕದ ಸಂಗತಿ ಎಂದು ಹಿರಿಯ ರಂಗಕರ್ಮಿ ಪ್ರಸನ್ನ ವಿಷಾದ ವ್ಯಕ್ತಪಡಿಸಿದರು.: [503, 294, 745, 342]
jatra-p2: ಅಂದು ಬೆಳಿಗ್ಗೆ ವಿಶೇಷ ಪೂಜೆ, ಪ್ರದೋಷಕಾಲದ ಪೂಜೆ, ತ್ರಿಶತಿ ನಾಮಾರ್ಚನೆ ಮಹಾಮಂಗಳಾರತಿ ನಡೆಯಲಿದೆ. ಮಧ್ಯಾಹ್ನ 12.30 ಗಂಟೆಗೆ ಮಹಾಪೂಜೆ ಹಾಗೂ ಅನ್ನಸಂತರ್ಪಣೆ ಜರುಗಲಿದ್ದು, 12-30 ಗಂಟೆವರೆಗೆ ಭಕ್ತರಿಗೆ ದರ್ಶನಾವಕಾಶ ಇರಲಿದೆ.: [1041, 1348, 1338, 1413]
event-photo-caption: ಉತ್ತರಾಯಣ ಕಲಾ ಮತ್ತು ಸಾಂಸ್ಕೃತಿಕ ಹಬ್ಬಕ್ಕೆ ಹಿರಿಯ ರಂಗಕರ್ಮಿ ಪ್ರಸನ್ನ ಚಾಲನೆ ನೀಡಿದರು.: [775, 519, 1190, 535]
edition-date: ಶನಿವಾರ 24 ಜನವರಿ 2026: [1297, 86, 1524, 113]
yellow-dot: [751, 2326, 768, 2343]
flag-off-banner-main: 3 Amrit Bharat Express Trains and Passenger Train: [1151, 1735, 1447, 1777]
article-cm-tour: [45, 1427, 390, 1596]
registration-marks-center: [698, 2326, 794, 2343]
yellow-dot: [102, 2326, 119, 2343]
registration-marks-right: [1404, 2326, 1500, 2343]
article-drainage: [45, 1607, 682, 2313]
blue-quote-text: ಮುಂದಿನ ಬಾರಿಯ ಉತ್ತರಾಯಣ ಕಾರ್ಯಕ್ರಮ ಆಯೋಜನೆಯಾದಲ್ಲಿ ಕನ್ನಡ ಅಭಿವೃದ್ಧಿ ಪ್ರಾಧಿಕಾರವು ತನ್ನ ಸಹಭಾಗಿತ್ವ ವಹಿಸಲಿದೆ. ನಮ್ಮ ಪ್ರಾಧಿಕಾರ ಇರುವುದು ಕನ್ನಡಕ್ಕಾಗಿ.: [912, 564, 1068, 646]
pull-quote-blue: [903, 554, 1094, 737]
cricket-headline-black: ಟ20 ಸರಣಿ; ನ್ಯೂಜಿಲೆಂಡ್ ವಿರುದ್ಧ: [528, 877, 850, 909]
car-headline: ಅಪ್ರಾಪ್ತರಿಂದ ಕಾರು ಚಾಲನೆ ಚೆಲ್ಲಾಟ!: [103, 151, 436, 184]
main-p6: ಹಿಂದಿ ಭಾಷೆ ಶೇ.66ರ ವೇಗದಲ್ಲಿ ಬೆಳೆಯುತ್ತಿದ್ದರೆ, ಗುಜರಾತಿ ಶೇ.13ರ ವೇಗದಲ್ಲಿ ಬೆಳೆಯುತ್ತಿದೆ. ಆದರೆ ಕನ್ನಡದ ಬೆಳವಣಿಗೆ ಶೇ.3.67ರ ವೇಗದಲ್ಲಿದೆ ಎಂದು ಅಂಕಿ-ಅಂಶ ನೀಡಿದರು.: [1223, 534, 1524, 582]
page-number: 3: [87, 72, 110, 116]
event-photo-banner-left: BRIGADE: [769, 303, 818, 316]
page-number-label: ಪುಟ: [62, 85, 84, 102]
wages-p3: ಪೌರಕಾರ್ಮಿಕರ ಸಮಸ್ಯೆಗಳನ್ನು ಬಗೆಹರಿಸಬೇಕು ಎಂದು ಕರ್ನಾಟಕ ರಾಜ್ಯ ನಗರಪಾಲಿಕೆ, ನಗರಸಭೆ, ಪುರಸಭೆಗಳ ಪೌರಕಾರ್ಮಿಕರ ಮಹಾಸಂಘದ ಸದಸ್ಯ ನಾಗರಾಜು ಆಗ್ರಹಿಸಿದ್ದಾರೆ.: [276, 1118, 495, 1185]
cricket-col-left: [515, 948, 650, 1254]
dignitaries-silhouettes: [783, 425, 1181, 512]
drainage-photo-block: [198, 1748, 483, 1966]
kerala-kicker: ಪ್ರಧಾನಿ ಮೋದಿ ಚಾಲನೆ: [795, 1692, 977, 1720]
kerala-p1: ತಿರುವನಂತಪುರ: ಪ್ರಧಾನಿ ನರೇಂದ್ರ ಮೋದಿ ಇಂದು ಶುಕ್ರವಾರ ಕೇರಳದಲ್ಲಿ ಅಮೃತ್ ಭಾರತ್ ಎಕ್ಸ್‌ಪ್ರೆಸ್ ರೈಲು, ಸ್ವನಿಧಿ ಕ್ರೆಡಿಟ್ ಕಾರ್ಡ್ ಸೇರಿದಂತೆ ಹಲವು ಅಭಿವೃದ್ಧಿ ಯೋಜನೆಗಳಿಗೆ ಚಾಲನೆ ನೀಡಿದರು.: [697, 1727, 880, 1807]
main-p2: 'ಉತ್ತರಾಯಣ' ಕಲಾ ಮತ್ತು ಸಾಂಸ್ಕೃತಿಕ ಹಬ್ಬಕ್ಕೆ ಶುಕ್ರವಾರ ಚಾಲನೆ ನೀಡಿ ಅವರು ಮಾತನಾಡಿದರು. ನಗರಗಳ ಜನರು ತಮ್ಮ ನೆಲದ ಕಲೆ, ಭಾಷೆ ಮತ್ತು ಸಂಸ್ಕೃತಿಯಿಂದ ದೂರವಾಗುತ್ತಿದ್ದಾರೆ ಎಂದರು.: [503, 352, 745, 417]
cyan-dot: [1404, 2326, 1420, 2342]
author-photo: [1041, 913, 1187, 1081]
bottom-band-rule: [45, 1598, 1524, 1601]
drainage-p2b: ಒಂದೆಡೆ ಸ್ವಚ್ಛ ಸರ್ವೇಕ್ಷಣ್ ಪೈಪೋಟಿಯಲ್ಲಿ ಮೈಸೂರು ನಗರ ಸ್ಥಾನ ಪಡೆಯಲು ಯತ್ನಿಸುತ್ತಿದ್ದರೆ, ಇನ್ನೊಂದೆಡೆ ಮಳೆ ನೀರು ಚರಂಡಿಗೆ ಒಳಚರಂಡಿ ನೀರು ಸೇರುತ್ತಿದೆ.: [261, 1976, 466, 2041]
ambulance-p1: ಮೈಸೂರು, ಜ.23 (ಎಸ್‌ಪಿಎನ್)- ಮೈಸೂರು ಶೇಷಾದ್ರಿ ಐಯ್ಯರ್ ರಸ್ತೆಯ ಅಂಬೇಡ್ಕರ್ ಭವನದ ಬಳಿ ಶಾರ್ಟ್ ಸರ್ಕ್ಯೂಟ್‌ನಿಂದ ಆಂಬುಲೆನ್ಸ್‌ನಲ್ಲಿ ಬೆಂಕಿ ಕಾಣಿಸಿಕೊಂಡ ಘಟನೆ ಶುಕ್ರವಾರ ನಡೆದಿದೆ.: [45, 662, 188, 782]
